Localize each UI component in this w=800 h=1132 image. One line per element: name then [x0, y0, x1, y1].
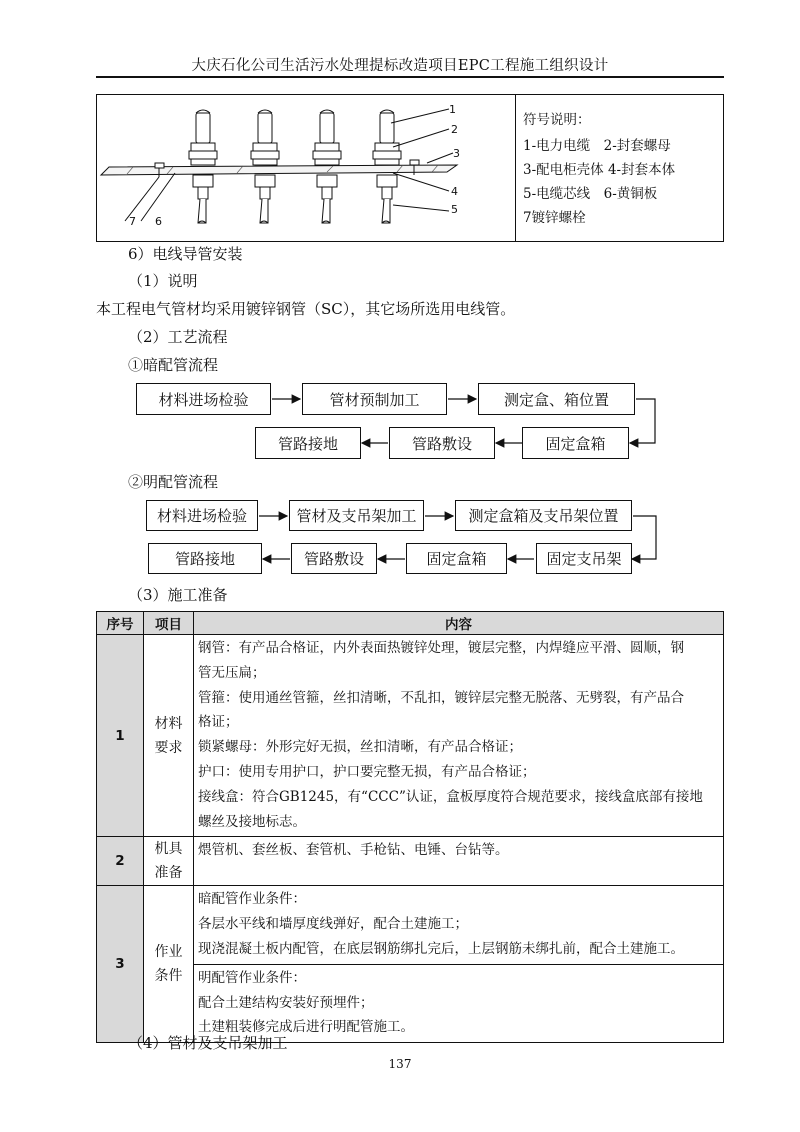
flow2-box-material-inspection: 材料进场检验 — [146, 500, 258, 531]
row-1-item-line: 材料 — [154, 715, 183, 732]
content-line: 配合土建结构安装好预埋件； — [198, 994, 374, 1011]
header-content: 内容 — [194, 612, 724, 635]
row-3-content-concealed — [194, 886, 724, 964]
callout-6: 6 — [155, 215, 162, 228]
legend-line-3: 5-电缆芯线 6-黄铜板 — [523, 186, 658, 202]
content-line: 管无压扁； — [198, 664, 266, 681]
content-line: 钢管：有产品合格证，内外表面热镀锌处理，镀层完整，内焊缝应平滑、圆顺，钢 — [198, 640, 684, 656]
header-seq: 序号 — [97, 612, 144, 635]
flow2-box-grounding: 管路接地 — [148, 543, 262, 574]
content-line: 现浇混凝土板内配管，在底层钢筋绑扎完后，上层钢筋未绑扎前，配合土建施工。 — [198, 940, 684, 957]
callout-4: 4 — [451, 185, 458, 198]
row-3-num: 3 — [97, 886, 144, 1043]
callout-3: 3 — [453, 147, 460, 160]
row-3-item — [144, 886, 194, 1043]
table-row — [97, 635, 724, 837]
construction-prep-table — [96, 611, 724, 1043]
table-row — [97, 837, 724, 886]
flow-box-fix-boxes: 固定盒箱 — [522, 427, 629, 459]
row-3-item-line: 条件 — [154, 968, 183, 985]
flow2-box-pipe-support-process: 管材及支吊架加工 — [289, 500, 424, 531]
row-3-content-exposed — [194, 964, 724, 1042]
callout-1: 1 — [449, 103, 456, 116]
row-1-item — [144, 635, 194, 837]
conduit-install-title: 6）电线导管安装 — [128, 245, 243, 263]
exposed-process-heading: ②明配管流程 — [128, 473, 219, 491]
content-line: 各层水平线和墙厚度线弹好，配合土建施工； — [198, 916, 468, 933]
legend-line-2: 3-配电柜壳体 4-封套本体 — [523, 162, 676, 178]
next-section-heading: （4）管材及支吊架加工 — [128, 1034, 288, 1052]
legend-title: 符号说明： — [523, 112, 591, 128]
flow-box-box-position: 测定盒、箱位置 — [478, 383, 635, 415]
content-line: 护口：使用专用护口，护口要完整无损，有产品合格证； — [198, 763, 536, 780]
flow2-box-position: 测定盒箱及支吊架位置 — [455, 500, 632, 531]
page-number: 137 — [388, 1057, 412, 1071]
flow2-box-fix-boxes: 固定盒箱 — [406, 543, 507, 574]
page-header-title: 大庆石化公司生活污水处理提标改造项目EPC工程施工组织设计 — [191, 58, 609, 74]
content-line: 煨管机、套丝板、套管机、手枪钻、电锤、台钻等。 — [198, 842, 509, 859]
row-2-item-line: 准备 — [154, 865, 183, 882]
content-line: 螺丝及接地标志。 — [198, 813, 306, 830]
row-1-num: 1 — [97, 635, 144, 837]
content-line: 土建粗装修完成后进行明配管施工。 — [198, 1019, 414, 1036]
row-2-content — [194, 837, 724, 886]
flow2-box-pipe-laying: 管路敷设 — [291, 543, 377, 574]
flow-box-grounding: 管路接地 — [255, 427, 361, 459]
row-2-item-line: 机具 — [154, 841, 183, 858]
flow-box-pipe-prefab: 管材预制加工 — [302, 383, 447, 415]
row-3-item-line: 作业 — [154, 944, 183, 961]
table-header-row — [97, 612, 724, 635]
row-2-item — [144, 837, 194, 886]
prep-heading: （3）施工准备 — [128, 586, 228, 604]
callout-7: 7 — [129, 215, 136, 228]
legend-line-4: 7镀锌螺栓 — [523, 210, 586, 226]
description-text: 本工程电气管材均采用镀锌钢管（SC），其它场所选用电线管。 — [96, 300, 516, 318]
concealed-process-heading: ①暗配管流程 — [128, 356, 219, 374]
row-1-content — [194, 635, 724, 837]
legend-line-1: 1-电力电缆 2-封套螺母 — [523, 138, 671, 154]
content-line: 管箍：使用通丝管箍，丝扣清晰，不乱扣，镀锌层完整无脱落、无劈裂，有产品合 — [198, 689, 684, 706]
header-item: 项目 — [144, 612, 194, 635]
content-line: 锁紧螺母：外形完好无损，丝扣清晰，有产品合格证； — [198, 739, 522, 756]
process-heading: （2）工艺流程 — [128, 328, 228, 346]
row-2-num: 2 — [97, 837, 144, 886]
flow-box-material-inspection: 材料进场检验 — [136, 383, 271, 415]
content-line: 接线盒：符合GB1245，有“CCC”认证，盒板厚度符合规范要求，接线盒底部有接地 — [198, 788, 703, 805]
callout-2: 2 — [451, 123, 458, 136]
flow-box-pipe-laying: 管路敷设 — [389, 427, 495, 459]
callout-5: 5 — [451, 203, 458, 216]
content-line: 格证； — [198, 714, 239, 731]
row-1-item-line: 要求 — [154, 739, 183, 756]
table-row — [97, 886, 724, 964]
content-line: 明配管作业条件： — [198, 969, 306, 986]
description-heading: （1）说明 — [128, 272, 198, 290]
content-line: 暗配管作业条件： — [198, 891, 306, 908]
flow2-box-fix-supports: 固定支吊架 — [536, 543, 632, 574]
